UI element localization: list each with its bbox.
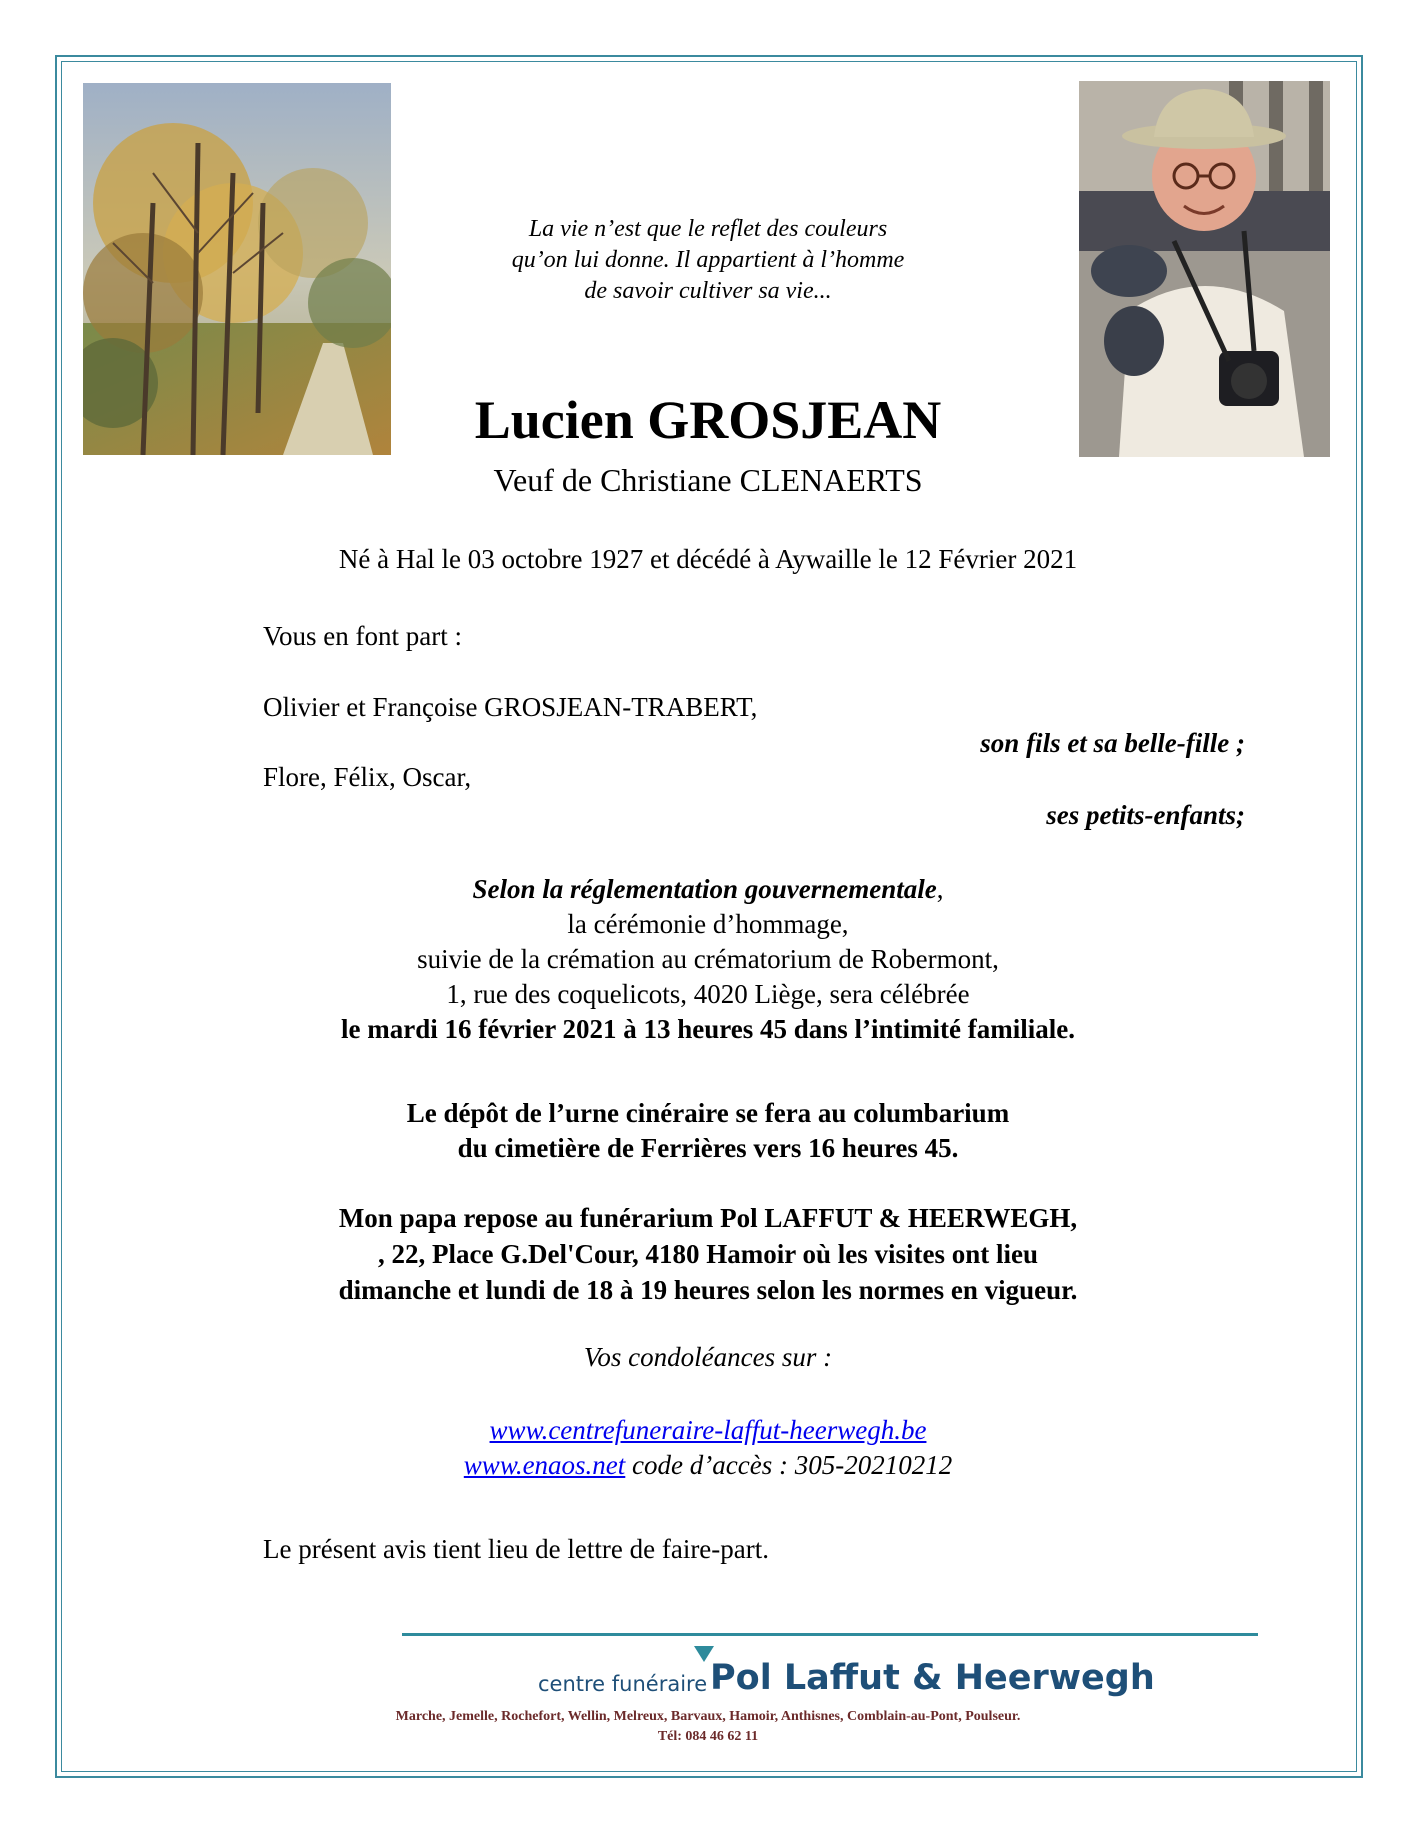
funeral-website-link[interactable]: www.centrefuneraire-laffut-heerwegh.be <box>489 1415 927 1445</box>
family-names: Olivier et Françoise GROSJEAN-TRABERT, <box>263 692 758 722</box>
enaos-link[interactable]: www.enaos.net <box>463 1450 626 1480</box>
birth-death-dates: Né à Hal le 03 octobre 1927 et décédé à Aywaille le 12 Février 2021 <box>338 544 1078 574</box>
urn-block <box>0 1096 1416 1166</box>
family-relation: ses petits-enfants; <box>1046 800 1245 830</box>
urn-line: du cimetière de Ferrières vers 16 heures 45. <box>457 1133 959 1163</box>
announcement-intro: Vous en font part : <box>263 621 462 651</box>
ceremony-date-line: le mardi 16 février 2021 à 13 heures 45 dans l’intimité familiale. <box>341 1014 1075 1044</box>
ceremony-line: suivie de la crémation au crématorium de Robermont, <box>417 944 999 974</box>
family-relation: son fils et sa belle-fille ; <box>980 728 1245 758</box>
condolence-links <box>0 1413 1416 1483</box>
regulation-text: Selon la réglementation gouvernementale <box>472 874 937 904</box>
quote-block <box>0 214 1416 307</box>
rest-line: Mon papa repose au funérarium Pol LAFFUT & HEERWEGH, <box>338 1203 1078 1233</box>
regulation-line <box>0 872 1416 907</box>
access-code: code d’accès : 305-20210212 <box>625 1450 953 1480</box>
regulation-comma: , <box>936 874 944 904</box>
logo-cities: Marche, Jemelle, Rochefort, Wellin, Melreux, Barvaux, Hamoir, Anthisnes, Comblain-au-Pont, Poulseur. <box>395 1709 1021 1724</box>
ceremony-line: 1, rue des coquelicots, 4020 Liège, sera célébrée <box>446 979 970 1009</box>
quote-line: de savoir cultiver sa vie... <box>584 278 832 304</box>
ceremony-block <box>0 872 1416 1047</box>
logo-prefix: centre funéraire <box>538 1672 708 1696</box>
logo-phone: Tél: 084 46 62 11 <box>657 1729 759 1744</box>
rest-line: dimanche et lundi de 18 à 19 heures selon les normes en vigueur. <box>338 1275 1078 1305</box>
widow-of: Veuf de Christiane CLENAERTS <box>493 462 923 498</box>
rest-line: , 22, Place G.Del'Cour, 4180 Hamoir où les visites ont lieu <box>378 1239 1038 1269</box>
rest-block <box>0 1200 1416 1308</box>
ceremony-line: la cérémonie d’hommage, <box>567 909 849 939</box>
logo-name: Pol Laffut & Heerwegh <box>710 1658 1155 1698</box>
logo-rule <box>402 1633 1258 1636</box>
quote-line: La vie n’est que le reflet des couleurs <box>528 216 888 242</box>
closing-note: Le présent avis tient lieu de lettre de faire-part. <box>263 1534 770 1564</box>
family-names: Flore, Félix, Oscar, <box>263 762 472 792</box>
condolences-label: Vos condoléances sur : <box>583 1342 833 1372</box>
quote-line: qu’on lui donne. Il appartient à l’homme <box>511 247 905 273</box>
urn-line: Le dépôt de l’urne cinéraire se fera au columbarium <box>406 1098 1010 1128</box>
deceased-name: Lucien GROSJEAN <box>474 390 942 450</box>
